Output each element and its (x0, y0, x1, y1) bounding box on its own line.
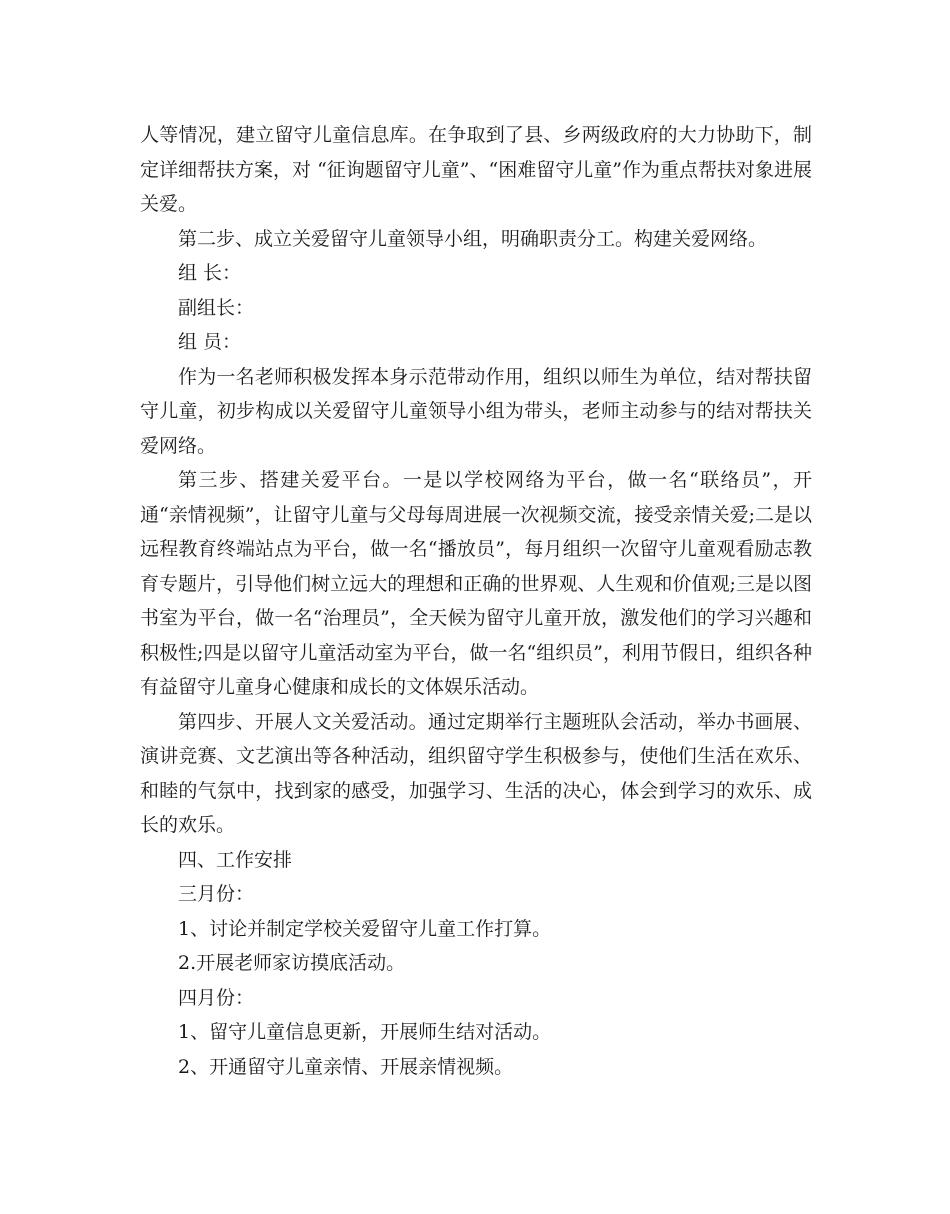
section-heading-work-arrangement: 四、工作安排 (178, 848, 293, 871)
paragraph-april-heading: 四月份： (178, 986, 255, 1009)
paragraph-march-heading: 三月份： (178, 883, 255, 905)
paragraph-step-four: 第四步、开展人文关爱活动。通过定期举行主题班队会活动，举办书画展、演讲竞赛、文艺演出等各种活动，组织留守学生积极参与，使他们生活在欢乐、和睦的气氛中，找到家的感受，加强学习、生活的决心，体会到学习的欢乐、成长的欢乐。 (140, 710, 812, 836)
paragraph-group-members: 组 员： (178, 331, 242, 353)
paragraph-deputy-leader: 副组长： (178, 296, 255, 319)
paragraph-step-three: 第三步、搭建关爱平台。一是以学校网络为平台，做一名“联络员”，开通“亲情视频”，让留守儿童与父母每周进展一次视频交流，接受亲情关爱;二是以远程教育终端站点为平台，做一名“播放员”，每月组织一次留守儿童观看励志教育专题片，引导他们树立远大的理想和正确的世界观、人生观和价值观;三是以图书室为平台，做一名“治理员”，全天候为留守儿童开放，激发他们的学习兴趣和积极性;四是以留守儿童活动室为平台，做一名“组织员”，利用节假日，组织各种有益留守儿童身心健康和成长的文体娱乐活动。 (140, 469, 812, 698)
paragraph-teacher-role: 作为一名老师积极发挥本身示范带动作用，组织以师生为单位，结对帮扶留守儿童，初步构成以关爱留守儿童领导小组为带头，老师主动参与的结对帮扶关爱网络。 (140, 365, 812, 457)
paragraph-group-leader: 组 长： (178, 262, 242, 284)
document-body (140, 118, 812, 1084)
paragraph-april-item-2: 2、开通留守儿童亲情、开展亲情视频。 (178, 1055, 514, 1078)
paragraph-step-two: 第二步、成立关爱留守儿童领导小组，明确职责分工。构建关爱网络。 (178, 227, 768, 250)
paragraph-march-item-2: 2.开展老师家访摸底活动。 (178, 952, 406, 974)
paragraph-march-item-1: 1、讨论并制定学校关爱留守儿童工作打算。 (178, 917, 552, 940)
paragraph-intro-continuation: 人等情况，建立留守儿童信息库。在争取到了县、乡两级政府的大力协助下，制定详细帮扶方案，对 “征询题留守儿童”、“困难留守儿童”作为重点帮扶对象进展关爱。 (140, 124, 812, 215)
paragraph-april-item-1: 1、留守儿童信息更新，开展师生结对活动。 (178, 1021, 552, 1043)
